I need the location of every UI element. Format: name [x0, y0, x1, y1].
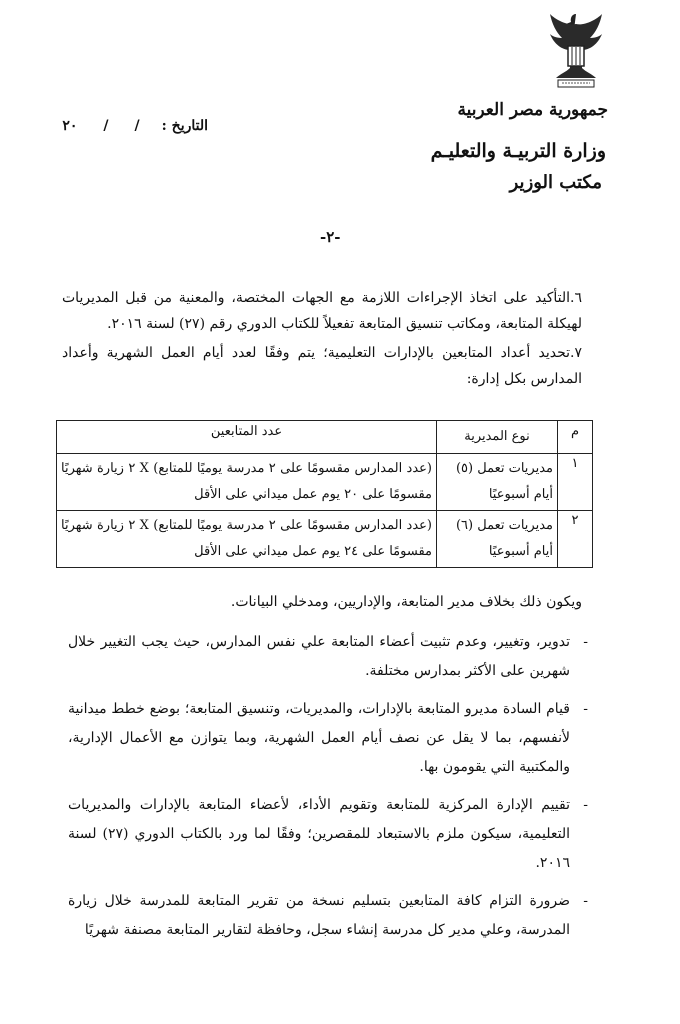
monitors-count-table	[56, 420, 593, 568]
bullet-list	[68, 628, 588, 954]
item-6-paragraph: ٦.التأكيد على اتخاذ الإجراءات اللازمة مع الجهات المختصة، والمعنية من قبل المديريات لهيكلة المتابعة، ومكاتب تنسيق المتابعة تفعيلاً للكتاب الدوري رقم (٢٧) لسنة ٢٠١٦.	[62, 290, 582, 332]
list-item-text: قيام السادة مديرو المتابعة بالإدارات، والمديريات، وتنسيق المتابعة؛ بوضع خطط ميدانية لأنفسهم، بما لا يقل عن نصف أيام العمل الشهرية، وبما يتوازن مع الأعمال الإدارية، والمكتبية التي يقومون بها.	[68, 701, 570, 775]
date-separator: /	[103, 118, 109, 134]
list-item-text: ضرورة التزام كافة المتابعين بتسليم نسخة من تقرير المتابعة للمدرسة خلال زيارة المدرسة، وعلي مدير كل مدرسة إنشاء سجل، وحافظة لتقارير المتابعة مصنفة شهريًا	[68, 893, 570, 938]
date-separator: /	[134, 118, 140, 134]
bullet-marker: -	[583, 893, 588, 909]
after-table-note: ويكون ذلك بخلاف مدير المتابعة، والإداريين، ومدخلي البيانات.	[230, 594, 582, 610]
item-7-paragraph: ٧.تحديد أعداد المتابعين بالإدارات التعليمية؛ يتم وفقًا لعدد أيام العمل الشهرية وأعداد المدارس بكل إدارة:	[62, 345, 582, 387]
directorate-type-cell: مديريات تعمل (٦) أيام أسبوعيًا	[437, 511, 558, 568]
list-item-text: تقييم الإدارة المركزية للمتابعة وتقويم الأداء، لأعضاء المتابعة بالإدارات والمديريات التعليمية، سيكون ملزم بالاستبعاد للمقصرين؛ وفقًا لما ورد بالكتاب الدوري (٢٧) لسنة ٢٠١٦.	[68, 797, 571, 871]
table-header-row	[57, 421, 593, 454]
column-header-count: عدد المتابعين	[57, 421, 437, 454]
date-year: ٢٠	[62, 118, 78, 134]
column-header-number: م	[558, 421, 593, 454]
date-label: التاريخ :	[161, 118, 208, 134]
country-heading: جمهورية مصر العربية	[457, 100, 608, 120]
page-number: -٢-	[320, 228, 341, 246]
eagle-emblem-icon	[548, 10, 604, 94]
office-heading: مكتب الوزير	[509, 172, 602, 193]
bullet-marker: -	[583, 634, 588, 650]
table-row	[57, 511, 593, 568]
list-item	[68, 695, 588, 782]
list-item	[68, 628, 588, 686]
monitors-count-cell: (عدد المدارس مقسومًا على ٢ مدرسة يوميًا للمتابع) X ٢ زيارة شهريًا مقسومًا على ٢٤ يوم عمل ميداني على الأقل	[57, 511, 437, 568]
row-number-cell: ١	[558, 454, 593, 511]
date-field	[8, 118, 208, 134]
list-item-text: تدوير، وتغيير، وعدم تثبيت أعضاء المتابعة علي نفس المدارس، حيث يجب التغيير خلال شهرين على الأكثر بمدارس مختلفة.	[68, 634, 570, 679]
list-item	[68, 887, 588, 945]
ministry-heading: وزارة التربيـة والتعليـم	[430, 140, 606, 162]
bullet-marker: -	[583, 701, 588, 717]
list-item	[68, 791, 588, 878]
directorate-type-cell: مديريات تعمل (٥) أيام أسبوعيًا	[437, 454, 558, 511]
column-header-type: نوع المديرية	[437, 421, 558, 454]
table-row	[57, 454, 593, 511]
bullet-marker: -	[583, 797, 588, 813]
monitors-count-cell: (عدد المدارس مقسومًا على ٢ مدرسة يوميًا للمتابع) X ٢ زيارة شهريًا مقسومًا على ٢٠ يوم عمل ميداني على الأقل	[57, 454, 437, 511]
row-number-cell: ٢	[558, 511, 593, 568]
